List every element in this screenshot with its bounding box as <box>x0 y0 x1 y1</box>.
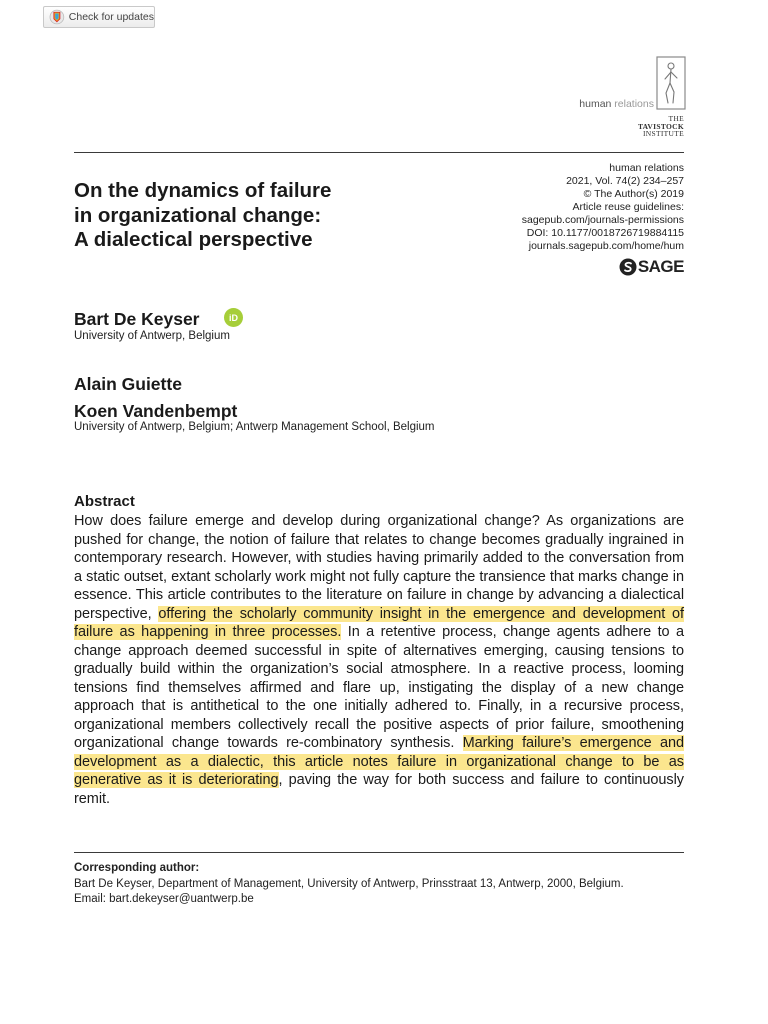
journal-name: human relations <box>609 162 684 174</box>
publisher-name: SAGE <box>637 257 684 276</box>
abstract-highlight: Marking failure’s emergence and development as a dialectic, this article notes failure in organizational change to be as generative as it is deteriorating <box>74 735 684 788</box>
article-title <box>74 179 434 253</box>
check-for-updates-button[interactable] <box>43 6 155 28</box>
abstract-segment: How does failure emerge and develop during organizational change? As organizations are pushed for change, the notion of failure that relates to change becomes gradually ingrained in contemporary research. However, with studies having primarily added to the conversation from a static outset, extant scholarly work might not fully capture the transience that marks change in essence. This article contributes to the literature on failure in change by advancing a dialectical perspective, <box>74 513 684 622</box>
author-name: Bart De Keyser <box>74 309 200 329</box>
copyright: © The Author(s) 2019 <box>583 188 684 200</box>
reuse-label: Article reuse guidelines: <box>572 201 684 213</box>
footnote-divider <box>74 852 684 853</box>
tavistock-institute-logo <box>638 115 684 138</box>
abstract-heading: Abstract <box>74 493 135 510</box>
header-divider <box>74 152 684 153</box>
abstract-highlight: offering the scholarly community insight in the emergence and development of failure as happening in three processes. <box>74 605 684 640</box>
journal-home-link[interactable]: journals.sagepub.com/home/hum <box>528 240 684 252</box>
journal-volume: 2021, Vol. 74(2) 234–257 <box>566 175 684 187</box>
author-name: Alain Guiette <box>74 374 182 394</box>
sage-s-icon <box>619 258 637 276</box>
institute-line: INSTITUTE <box>642 129 684 138</box>
abstract-text <box>74 512 684 808</box>
journal-logo <box>570 56 686 114</box>
institute-line: THE <box>668 114 684 123</box>
title-line: On the dynamics of failure <box>74 179 332 202</box>
crossmark-icon <box>49 9 65 25</box>
abstract-segment: In a retentive process, change agents adhere to a change approach deemed successful in spite of alternatives emerging, causing tensions to gradually build within the organization’s social atmosphere. In a reactive process, looming tensions find themselves affirmed and flare up, instigating the display of a new change approach that is antithetical to the one initially adhered to. Finally, in a recursive process, organizational members collectively recall the positive aspects of prior failure, smoothening organizational change towards re-combinatory synthesis. <box>74 624 684 751</box>
check-for-updates-label: Check for updates <box>68 11 154 23</box>
title-line: A dialectical perspective <box>74 228 313 251</box>
journal-logo-text: human relations <box>579 98 654 110</box>
doi-link[interactable]: DOI: 10.1177/0018726719884115 <box>526 227 684 239</box>
title-line: in organizational change: <box>74 203 322 227</box>
abstract-segment: , paving the way for both success and failure to continuously remit. <box>74 772 685 807</box>
author-affiliation: University of Antwerp, Belgium <box>74 330 230 342</box>
institute-line: TAVISTOCK <box>637 121 684 131</box>
author-name: Koen Vandenbempt <box>74 401 238 421</box>
corresponding-author <box>74 861 684 908</box>
corresponding-author-heading: Corresponding author: <box>74 862 200 874</box>
publisher-logo <box>619 257 684 277</box>
corresponding-author-address: Bart De Keyser, Department of Management, University of Antwerp, Prinsstraat 13, Antwerp, 2000, Belgium. <box>74 877 624 890</box>
author-affiliation: University of Antwerp, Belgium; Antwerp Management School, Belgium <box>74 421 435 433</box>
reuse-link[interactable]: sagepub.com/journals-permissions <box>521 214 684 226</box>
figure-logo-icon <box>656 56 686 110</box>
citation-block <box>522 162 684 253</box>
orcid-icon[interactable]: iD <box>224 308 243 327</box>
corresponding-author-email[interactable]: Email: bart.dekeyser@uantwerp.be <box>74 893 254 905</box>
